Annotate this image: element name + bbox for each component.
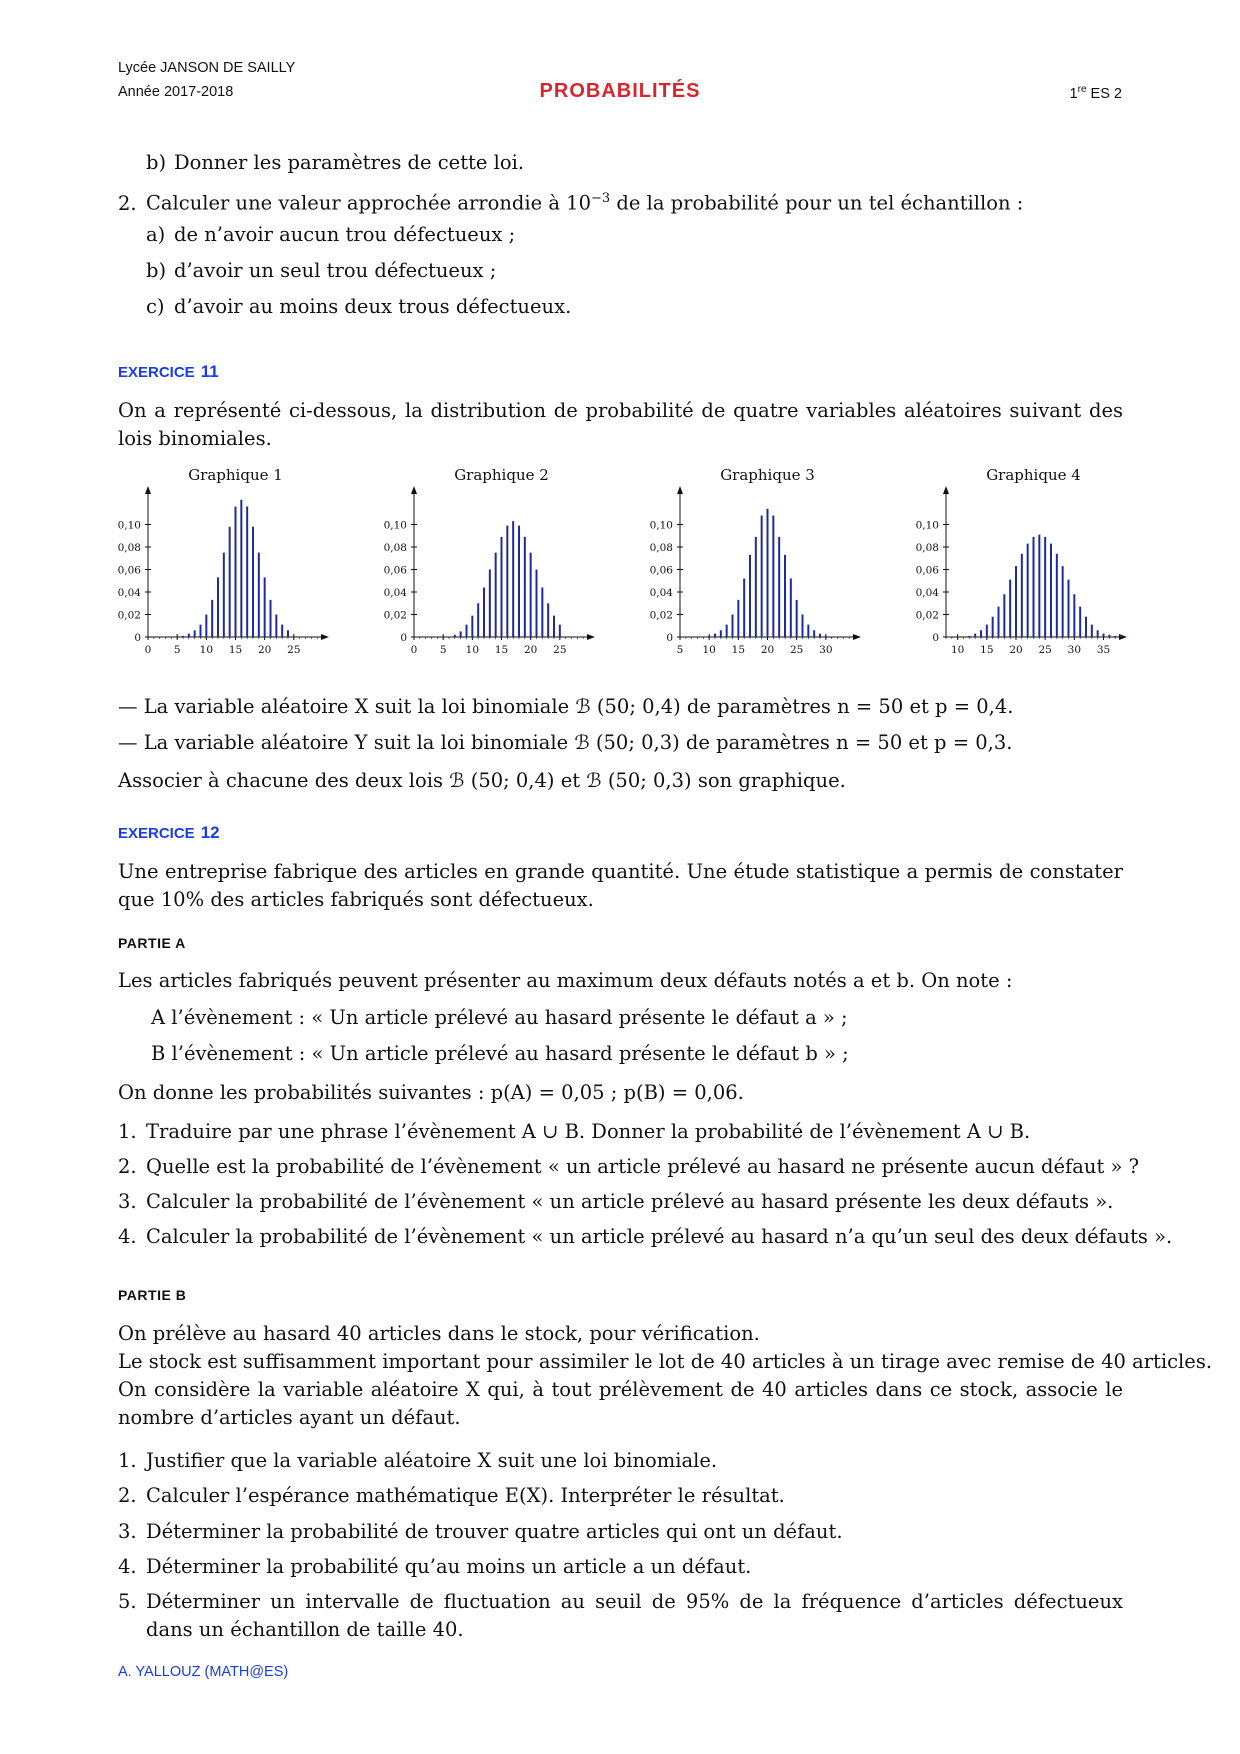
part-b-question: 3. Déterminer la probabilité de trouver quatre articles qui ont un défaut. xyxy=(118,1520,843,1543)
x-tick-label: 5 xyxy=(676,644,684,656)
y-tick-label: 0,10 xyxy=(915,519,939,532)
y-tick-label: 0,08 xyxy=(117,542,141,554)
part-a-question: 4. Calculer la probabilité de l’évènement « un article prélevé au hasard n’a qu’un seul des deux défauts ». xyxy=(118,1225,1173,1248)
school-year: Année 2017-2018 xyxy=(118,84,234,100)
x-tick-label: 15 xyxy=(980,644,994,656)
y-tick-label: 0,06 xyxy=(117,564,141,577)
bullet-x: — La variable aléatoire X suit la loi binomiale ℬ (50; 0,4) de paramètres n = 50 et p = 0,4. xyxy=(118,695,1014,718)
x-tick-label: 20 xyxy=(1009,644,1023,656)
x-tick-label: 10 xyxy=(702,644,716,656)
y-tick-label: 0 xyxy=(932,632,939,644)
y-tick-label: 0 xyxy=(666,632,673,644)
part-a-question: 2. Quelle est la probabilité de l’évènement « un article prélevé au hasard ne présente aucun défaut » ? xyxy=(118,1155,1140,1178)
chart-4 xyxy=(916,462,1126,662)
x-tick-label: 10 xyxy=(465,644,480,656)
y-tick-label: 0,02 xyxy=(383,609,407,622)
y-tick-label: 0,04 xyxy=(649,587,673,599)
chart-2 xyxy=(384,462,594,662)
exercise-11-title: EXERCICE 11 xyxy=(118,362,219,381)
y-axis-arrow xyxy=(943,486,949,494)
x-tick-label: 5 xyxy=(439,644,447,656)
y-axis-arrow xyxy=(145,486,151,494)
y-tick-label: 0,04 xyxy=(383,587,407,599)
chart-title: Graphique 2 xyxy=(454,466,549,484)
exercise-11-question: Associer à chacune des deux lois ℬ (50; 0,4) et ℬ (50; 0,3) son graphique. xyxy=(118,769,846,792)
page-title: PROBABILITÉS xyxy=(539,80,701,102)
x-tick-label: 25 xyxy=(553,644,567,656)
exercise-12-title: EXERCICE 12 xyxy=(118,823,220,842)
list-item: c) d’avoir au moins deux trous défectueux. xyxy=(146,295,572,318)
y-tick-label: 0,06 xyxy=(915,564,939,577)
part-b-question: 4. Déterminer la probabilité qu’au moins un article a un défaut. xyxy=(118,1555,752,1578)
exercise-12-intro: Une entreprise fabrique des articles en grande quantité. Une étude statistique a permis de constater que 10% des articles fabriqués sont défectueux. xyxy=(118,860,1123,911)
bullet-y: — La variable aléatoire Y suit la loi binomiale ℬ (50; 0,3) de paramètres n = 50 et p = 0,3. xyxy=(118,731,1013,754)
y-tick-label: 0,04 xyxy=(117,587,141,599)
y-axis-arrow xyxy=(411,486,417,494)
part-a-question: 3. Calculer la probabilité de l’évènement « un article prélevé au hasard présente les deux défauts ». xyxy=(118,1190,1114,1213)
part-b-line: Le stock est suffisamment important pour assimiler le lot de 40 articles à un tirage avec remise de 40 articles. xyxy=(118,1350,1213,1373)
part-a-intro: Les articles fabriqués peuvent présenter au maximum deux défauts notés a et b. On note : xyxy=(118,969,1013,992)
x-axis-arrow xyxy=(853,634,861,640)
x-tick-label: 15 xyxy=(228,644,243,656)
footer-author: A. YALLOUZ (MATH@ES) xyxy=(118,1664,289,1680)
chart-3 xyxy=(650,462,860,662)
y-tick-label: 0,02 xyxy=(915,609,939,622)
y-tick-label: 0,06 xyxy=(383,564,407,577)
x-tick-label: 20 xyxy=(760,644,775,656)
x-tick-label: 20 xyxy=(523,644,538,656)
list-item: b) Donner les paramètres de cette loi. xyxy=(146,151,525,174)
x-axis-arrow xyxy=(587,634,595,640)
x-tick-label: 15 xyxy=(731,644,746,656)
x-tick-label: 10 xyxy=(199,644,214,656)
y-tick-label: 0,08 xyxy=(915,542,939,554)
x-tick-label: 25 xyxy=(287,644,301,656)
x-tick-label: 15 xyxy=(494,644,509,656)
y-tick-label: 0,08 xyxy=(649,542,673,554)
given-probabilities: On donne les probabilités suivantes : p(A) = 0,05 ; p(B) = 0,06. xyxy=(118,1081,744,1104)
x-tick-label: 0 xyxy=(144,644,152,656)
list-item: a) de n’avoir aucun trou défectueux ; xyxy=(146,223,516,246)
x-tick-label: 0 xyxy=(410,644,418,656)
x-tick-label: 20 xyxy=(257,644,272,656)
chart-1 xyxy=(118,462,328,662)
x-tick-label: 25 xyxy=(1038,644,1052,656)
part-a-question: 1. Traduire par une phrase l’évènement A ∪ B. Donner la probabilité de l’évènement A ∪ B. xyxy=(118,1120,1031,1143)
part-a-title: PARTIE A xyxy=(118,935,186,951)
x-tick-label: 25 xyxy=(789,644,804,656)
exercise-11-intro: On a représenté ci-dessous, la distribution de probabilité de quatre variables aléatoires suivant des lois binomiales. xyxy=(118,399,1123,450)
x-tick-label: 5 xyxy=(173,644,181,656)
y-axis-arrow xyxy=(677,486,683,494)
part-b-line: On prélève au hasard 40 articles dans le stock, pour vérification. xyxy=(118,1322,760,1345)
y-tick-label: 0,02 xyxy=(649,609,673,622)
school-name: Lycée JANSON DE SAILLY xyxy=(118,60,296,76)
event-b: B l’évènement : « Un article prélevé au hasard présente le défaut b » ; xyxy=(151,1042,849,1065)
x-tick-label: 10 xyxy=(950,644,965,656)
part-b-question: 1. Justifier que la variable aléatoire X suit une loi binomiale. xyxy=(118,1449,718,1472)
y-tick-label: 0,10 xyxy=(649,519,673,532)
part-b-title: PARTIE B xyxy=(118,1287,187,1303)
chart-title: Graphique 1 xyxy=(188,466,283,484)
question-2: 2. Calculer une valeur approchée arrondie à $10^{-3}$ de la probabilité pour un tel échantillon : xyxy=(118,191,1024,215)
part-b-line: On considère la variable aléatoire X qui, à tout prélèvement de 40 articles dans ce stock, associe le nombre d’articles ayant un défaut. xyxy=(118,1378,1123,1429)
chart-title: Graphique 4 xyxy=(986,466,1081,484)
y-tick-label: 0,08 xyxy=(383,542,407,554)
y-tick-label: 0,04 xyxy=(915,587,939,599)
y-tick-label: 0,02 xyxy=(117,609,141,622)
x-axis-arrow xyxy=(321,634,329,640)
part-b-question: 5. Déterminer un intervalle de fluctuation au seuil de 95% de la fréquence d’articles défectueux dans un échantillon de taille 40. xyxy=(118,1590,1123,1641)
y-tick-label: 0 xyxy=(400,632,407,644)
y-tick-label: 0,10 xyxy=(117,519,141,532)
y-tick-label: 0 xyxy=(134,632,141,644)
y-tick-label: 0,10 xyxy=(383,519,407,532)
class-label: 1re ES 2 xyxy=(1069,84,1122,102)
list-item: b) d’avoir un seul trou défectueux ; xyxy=(146,259,497,282)
x-tick-label: 35 xyxy=(1096,644,1111,656)
event-a: A l’évènement : « Un article prélevé au hasard présente le défaut a » ; xyxy=(151,1006,848,1029)
y-tick-label: 0,06 xyxy=(649,564,673,577)
x-tick-label: 30 xyxy=(1067,644,1082,656)
chart-title: Graphique 3 xyxy=(720,466,815,484)
x-tick-label: 30 xyxy=(819,644,833,656)
part-b-question: 2. Calculer l’espérance mathématique E(X). Interpréter le résultat. xyxy=(118,1484,785,1507)
